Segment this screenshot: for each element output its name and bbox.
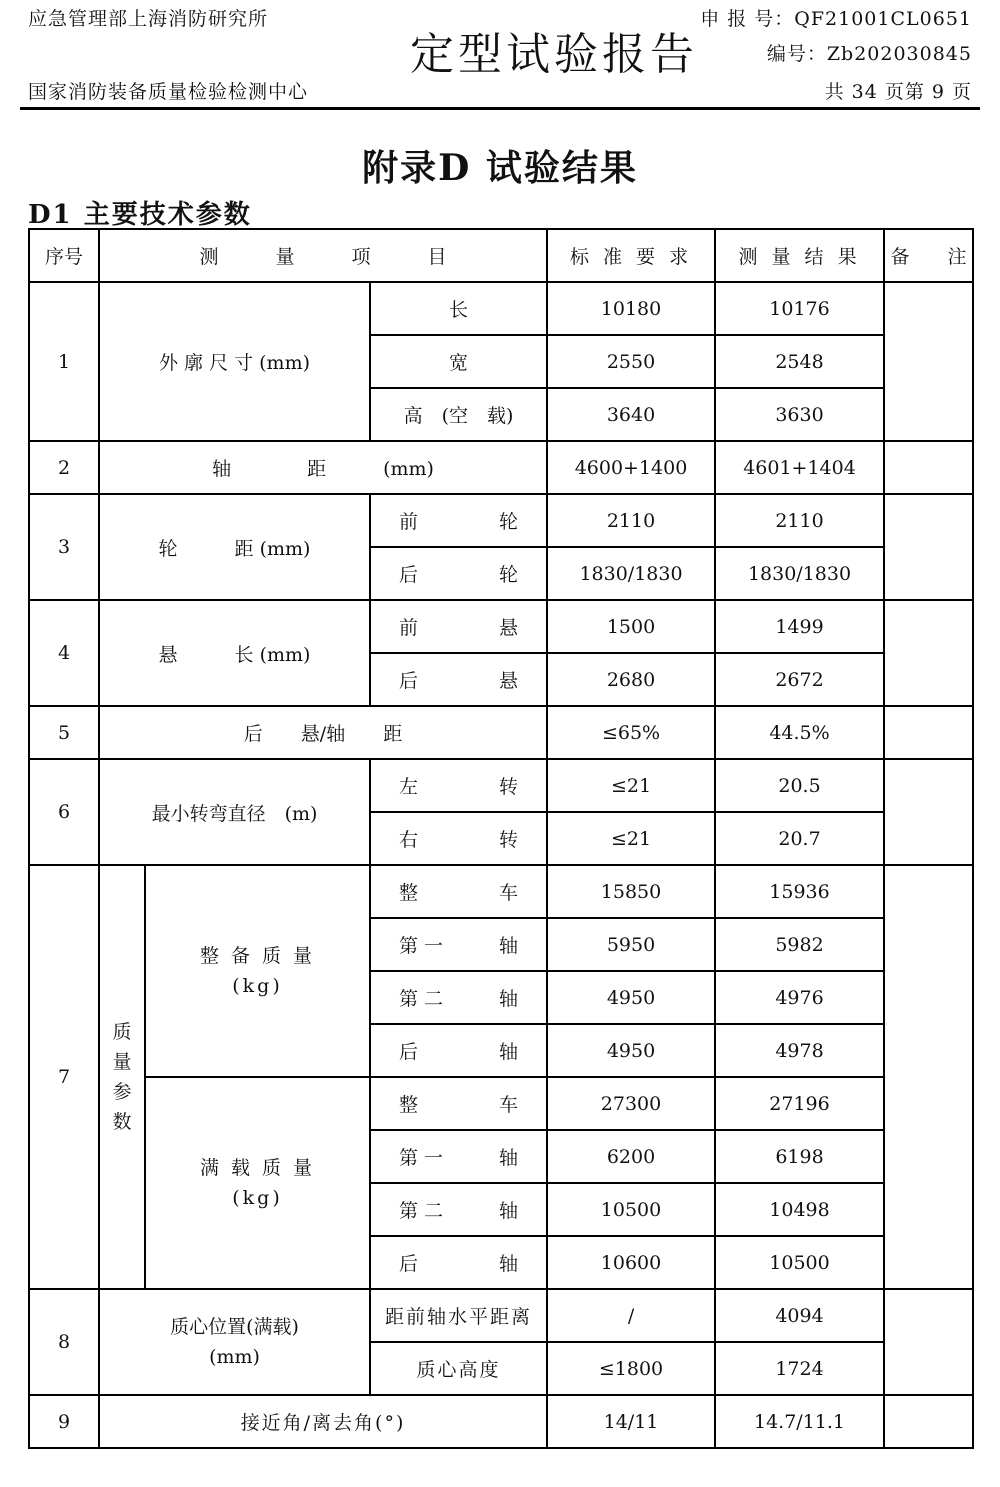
result-cell: 4094 (715, 1289, 884, 1342)
result-cell: 4601+1404 (715, 441, 884, 494)
seq-cell: 2 (29, 441, 99, 494)
subitem-label-a: 后 (399, 1253, 419, 1275)
subitem-label-b: 轴 (499, 1147, 519, 1169)
item-cell: 后 悬/轴 距 (99, 706, 547, 759)
seq-cell: 8 (29, 1289, 99, 1395)
subitem-cell (370, 1183, 547, 1236)
subitem-label-a: 前 (399, 617, 419, 639)
header-seq: 序号 (29, 229, 99, 282)
subitem-cell (370, 971, 547, 1024)
seq-cell: 1 (29, 282, 99, 441)
result-cell: 2110 (715, 494, 884, 547)
result-cell: 10500 (715, 1236, 884, 1289)
result-cell: 20.7 (715, 812, 884, 865)
item-cell: 悬 长 (mm) (99, 600, 370, 706)
subitem-label-b: 轴 (499, 988, 519, 1010)
seq-cell: 9 (29, 1395, 99, 1448)
result-cell: 6198 (715, 1130, 884, 1183)
result-cell: 3630 (715, 388, 884, 441)
header-divider (20, 107, 980, 110)
subitem-cell (370, 1077, 547, 1130)
report-title: 定型试验报告 (410, 29, 698, 80)
subitem-cell: 高 (空 载) (370, 388, 547, 441)
result-cell: 10498 (715, 1183, 884, 1236)
requirement-cell: 14/11 (547, 1395, 715, 1448)
subitem-cell (370, 653, 547, 706)
requirement-cell: 6200 (547, 1130, 715, 1183)
requirement-cell: ≤21 (547, 812, 715, 865)
result-cell: 1724 (715, 1342, 884, 1395)
appendix-title: 附录D 试验结果 (362, 147, 638, 189)
header-result: 测 量 结 果 (715, 229, 884, 282)
seq-cell: 6 (29, 759, 99, 865)
result-cell: 44.5% (715, 706, 884, 759)
subitem-label-b: 轴 (499, 1253, 519, 1275)
header-item: 测 量 项 目 (99, 229, 547, 282)
item-cell: 质心位置(满载) (mm) (99, 1289, 370, 1395)
subitem-cell (370, 600, 547, 653)
subitem-cell: 质心高度 (370, 1342, 547, 1395)
application-number: 申 报 号：QF21001CL0651 (700, 8, 972, 30)
subitem-label-a: 后 (399, 1041, 419, 1063)
remark-cell (884, 706, 973, 759)
table-row (29, 759, 973, 812)
table-row (29, 1289, 973, 1342)
subitem-cell: 长 (370, 282, 547, 335)
requirement-cell: 2680 (547, 653, 715, 706)
remark-cell (884, 759, 973, 865)
requirement-cell: 10180 (547, 282, 715, 335)
table-row (29, 282, 973, 335)
item-cell: 最小转弯直径 (m) (99, 759, 370, 865)
subgroup-title-cell: 整 备 质 量 (kg) (145, 865, 370, 1077)
requirement-cell: / (547, 1289, 715, 1342)
subitem-label-a: 左 (399, 776, 419, 798)
subitem-label-a: 后 (399, 670, 419, 692)
requirement-cell: 2110 (547, 494, 715, 547)
requirement-cell: 2550 (547, 335, 715, 388)
subitem-label-a: 第 二 (399, 1200, 444, 1222)
subitem-label-b: 悬 (499, 670, 519, 692)
subitem-cell (370, 1024, 547, 1077)
requirement-cell: ≤1800 (547, 1342, 715, 1395)
subitem-label-a: 第 一 (399, 1147, 444, 1169)
remark-cell (884, 494, 973, 600)
table-row (29, 494, 973, 547)
subitem-label-a: 整 (399, 1094, 419, 1116)
result-cell: 4978 (715, 1024, 884, 1077)
subitem-label-a: 前 (399, 511, 419, 533)
subitem-label-b: 轴 (499, 1041, 519, 1063)
result-cell: 14.7/11.1 (715, 1395, 884, 1448)
results-table (28, 228, 974, 1449)
subitem-cell (370, 865, 547, 918)
requirement-cell: 4950 (547, 971, 715, 1024)
requirement-cell: ≤65% (547, 706, 715, 759)
subitem-cell (370, 759, 547, 812)
seq-cell: 7 (29, 865, 99, 1289)
remark-cell (884, 1289, 973, 1395)
seq-cell: 5 (29, 706, 99, 759)
subitem-cell (370, 494, 547, 547)
requirement-cell: 4950 (547, 1024, 715, 1077)
subitem-label-b: 轮 (499, 564, 519, 586)
result-cell: 27196 (715, 1077, 884, 1130)
remark-cell (884, 865, 973, 1289)
subgroup-title-cell: 满 载 质 量 (kg) (145, 1077, 370, 1289)
requirement-cell: 4600+1400 (547, 441, 715, 494)
result-cell: 1830/1830 (715, 547, 884, 600)
requirement-cell: 5950 (547, 918, 715, 971)
subitem-cell (370, 812, 547, 865)
subitem-label-b: 转 (499, 776, 519, 798)
requirement-cell: 1500 (547, 600, 715, 653)
item-cell: 外 廓 尺 寸 (mm) (99, 282, 370, 441)
result-cell: 2672 (715, 653, 884, 706)
subitem-cell (370, 547, 547, 600)
subitem-label-a: 后 (399, 564, 419, 586)
org-bottom: 国家消防装备质量检验检测中心 (28, 81, 309, 103)
remark-cell (884, 600, 973, 706)
remark-cell (884, 441, 973, 494)
subitem-label-b: 悬 (499, 617, 519, 639)
item-cell: 轮 距 (mm) (99, 494, 370, 600)
subitem-label-b: 车 (499, 882, 519, 904)
result-cell: 15936 (715, 865, 884, 918)
subitem-label-a: 第 二 (399, 988, 444, 1010)
subitem-label-a: 第 一 (399, 935, 444, 957)
seq-cell: 3 (29, 494, 99, 600)
requirement-cell: 15850 (547, 865, 715, 918)
requirement-cell: 10500 (547, 1183, 715, 1236)
group-label-cell: 质 量 参 数 (99, 865, 145, 1289)
result-cell: 5982 (715, 918, 884, 971)
subitem-cell (370, 1130, 547, 1183)
requirement-cell: 3640 (547, 388, 715, 441)
table-row (29, 600, 973, 653)
result-cell: 4976 (715, 971, 884, 1024)
result-cell: 2548 (715, 335, 884, 388)
subitem-label-a: 整 (399, 882, 419, 904)
result-cell: 1499 (715, 600, 884, 653)
remark-cell (884, 282, 973, 441)
requirement-cell: 27300 (547, 1077, 715, 1130)
table-row (29, 1395, 973, 1448)
page-info: 共 34 页第 9 页 (824, 81, 972, 103)
org-top: 应急管理部上海消防研究所 (28, 8, 269, 30)
subitem-label-a: 右 (399, 829, 419, 851)
section-title: D1 主要技术参数 (28, 200, 252, 230)
seq-cell: 4 (29, 600, 99, 706)
requirement-cell: 10600 (547, 1236, 715, 1289)
table-row (29, 1077, 973, 1130)
subitem-cell (370, 1236, 547, 1289)
remark-cell (884, 1395, 973, 1448)
subitem-label-b: 轴 (499, 1200, 519, 1222)
table-row (29, 865, 973, 918)
item-cell: 接近角/离去角(°) (99, 1395, 547, 1448)
table-row (29, 441, 973, 494)
table-header-row (29, 229, 973, 282)
result-cell: 10176 (715, 282, 884, 335)
subitem-label-b: 轴 (499, 935, 519, 957)
subitem-label-b: 车 (499, 1094, 519, 1116)
report-number: 编号：Zb202030845 (766, 43, 972, 65)
table-row (29, 706, 973, 759)
subitem-cell (370, 918, 547, 971)
requirement-cell: ≤21 (547, 759, 715, 812)
header-requirement: 标 准 要 求 (547, 229, 715, 282)
subitem-label-b: 转 (499, 829, 519, 851)
header-remark: 备 注 (884, 229, 973, 282)
result-cell: 20.5 (715, 759, 884, 812)
subitem-cell: 距前轴水平距离 (370, 1289, 547, 1342)
item-cell: 轴 距 (mm) (99, 441, 547, 494)
subitem-label-b: 轮 (499, 511, 519, 533)
subitem-cell: 宽 (370, 335, 547, 388)
requirement-cell: 1830/1830 (547, 547, 715, 600)
